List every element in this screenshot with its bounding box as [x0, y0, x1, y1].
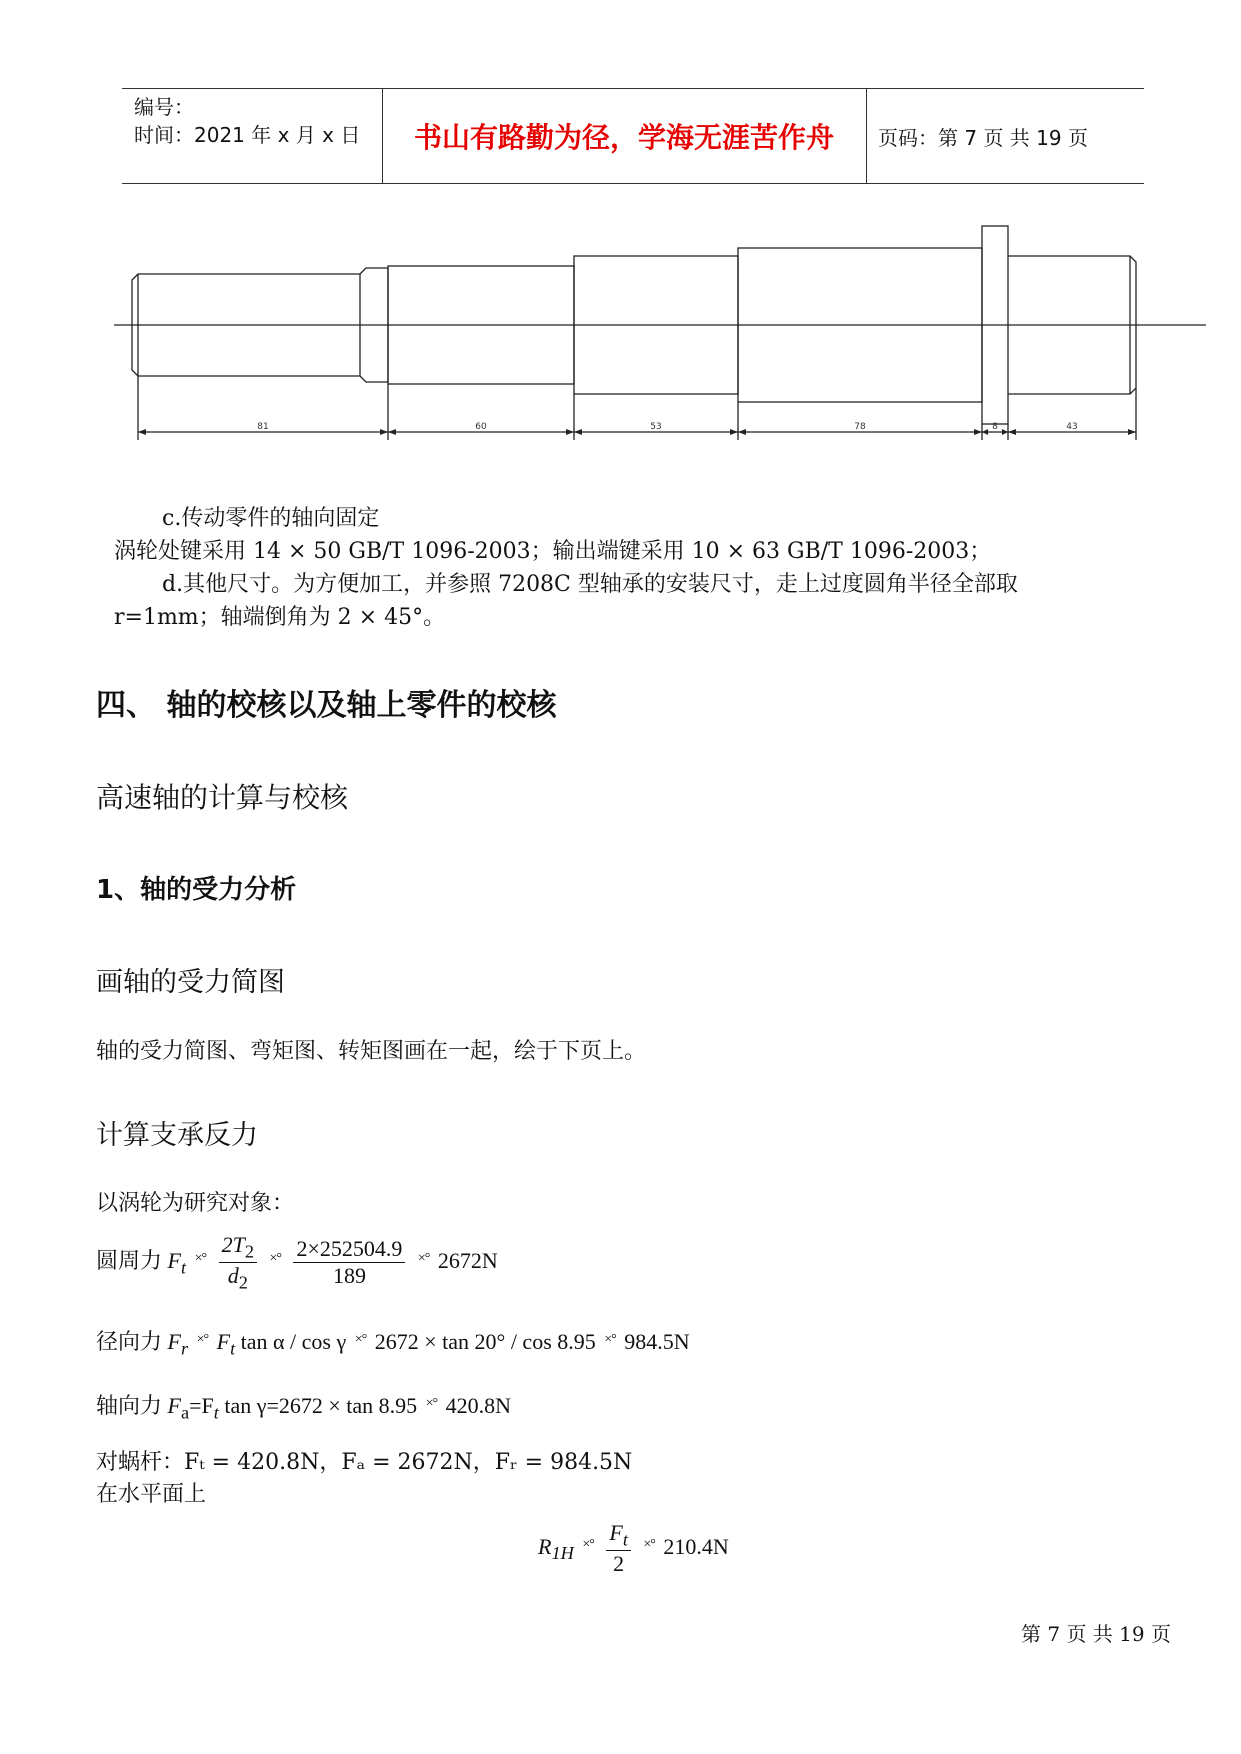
equation-tangential-force: 圆周力 $F_t$ ×° $\frac{2T_2}{d_2}$ ×° $\frac{2\times 252504.9}{189}$ ×° 2672N [96, 1232, 498, 1293]
equals-glyph-icon: ×° [604, 1332, 616, 1347]
eq-label: 圆周力 [96, 1248, 163, 1274]
dimension-label: 53 [650, 422, 662, 432]
dimension-label: 78 [854, 422, 866, 432]
equals-glyph-icon: ×° [582, 1536, 594, 1552]
subheading-force-analysis: 1、轴的受力分析 [96, 875, 297, 905]
header-page-label: 页码：第 7 页 共 19 页 [878, 125, 1088, 150]
equation-reaction-r1h: $R_{1H}$ ×° $\frac{F_t}{2}$ ×° 210.4N [538, 1520, 729, 1577]
subheading-support-reactions: 计算支承反力 [96, 1120, 258, 1151]
dimension-label: 43 [1066, 422, 1078, 432]
equals-glyph-icon: ×° [269, 1250, 281, 1266]
shaft-drawing [110, 218, 1210, 440]
page-header [122, 88, 1144, 184]
header-meta [134, 93, 360, 149]
equals-glyph-icon: ×° [354, 1332, 367, 1347]
header-motto: 书山有路勤为径，学海无涯苦作舟 [413, 121, 834, 154]
text-line-key: 涡轮处键采用 14 × 50 GB/T 1096-2003；输出端键采用 10 × 63 GB/T 1096-2003； [114, 539, 992, 564]
fraction: $\frac{F_t}{2}$ [606, 1520, 631, 1577]
text-line-d: d.其他尺寸。为方便加工，并参照 7208C 型轴承的安装尺寸，走上过度圆角半径全部取 [162, 572, 1018, 597]
dimension-label: 81 [257, 422, 269, 432]
paragraph-object: 以涡轮为研究对象： [96, 1191, 295, 1216]
text-line-c: c.传动零件的轴向固定 [162, 506, 380, 531]
equals-glyph-icon: ×° [425, 1396, 438, 1411]
fraction: $\frac{2\times 252504.9}{189}$ [293, 1236, 405, 1289]
worm-forces-line: 对蜗杆：Fₜ = 420.8N，Fₐ = 2672N，Fᵣ = 984.5N [96, 1450, 633, 1475]
paragraph-draw-diagram: 轴的受力简图、弯矩图、转矩图画在一起，绘于下页上。 [96, 1039, 647, 1064]
subheading-draw-diagram: 画轴的受力简图 [96, 967, 285, 998]
time-label: 时间：2021 年 x 月 x 日 [134, 123, 361, 147]
text-line-r: r=1mm；轴端倒角为 2 × 45°。 [114, 605, 446, 630]
header-divider [866, 89, 867, 183]
horizontal-plane-label: 在水平面上 [96, 1482, 207, 1507]
equals-glyph-icon: ×° [196, 1332, 209, 1347]
equation-axial-force: 轴向力 $F_a=F_t$ tan γ=2672 × tan 8.95 ×° 420.8N [96, 1393, 512, 1423]
equation-radial-force: 径向力 $F_r$ ×° $F_t$ tan α / cos γ ×° 2672 × tan 20° / cos 8.95 ×° 984.5N [96, 1329, 690, 1359]
fraction: $\frac{2T_2}{d_2}$ [219, 1232, 257, 1294]
equals-glyph-icon: ×° [417, 1250, 430, 1266]
page-footer: 第 7 页 共 19 页 [1021, 1622, 1171, 1646]
equals-glyph-icon: ×° [643, 1536, 655, 1552]
subheading-high-speed-shaft: 高速轴的计算与校核 [96, 781, 349, 814]
section-heading-4: 四、 轴的校核以及轴上零件的校核 [96, 688, 557, 723]
dimension-label: 60 [475, 422, 487, 432]
equals-glyph-icon: ×° [194, 1250, 207, 1266]
dimension-label: 8 [992, 422, 998, 432]
serial-label: 编号： [134, 95, 194, 119]
